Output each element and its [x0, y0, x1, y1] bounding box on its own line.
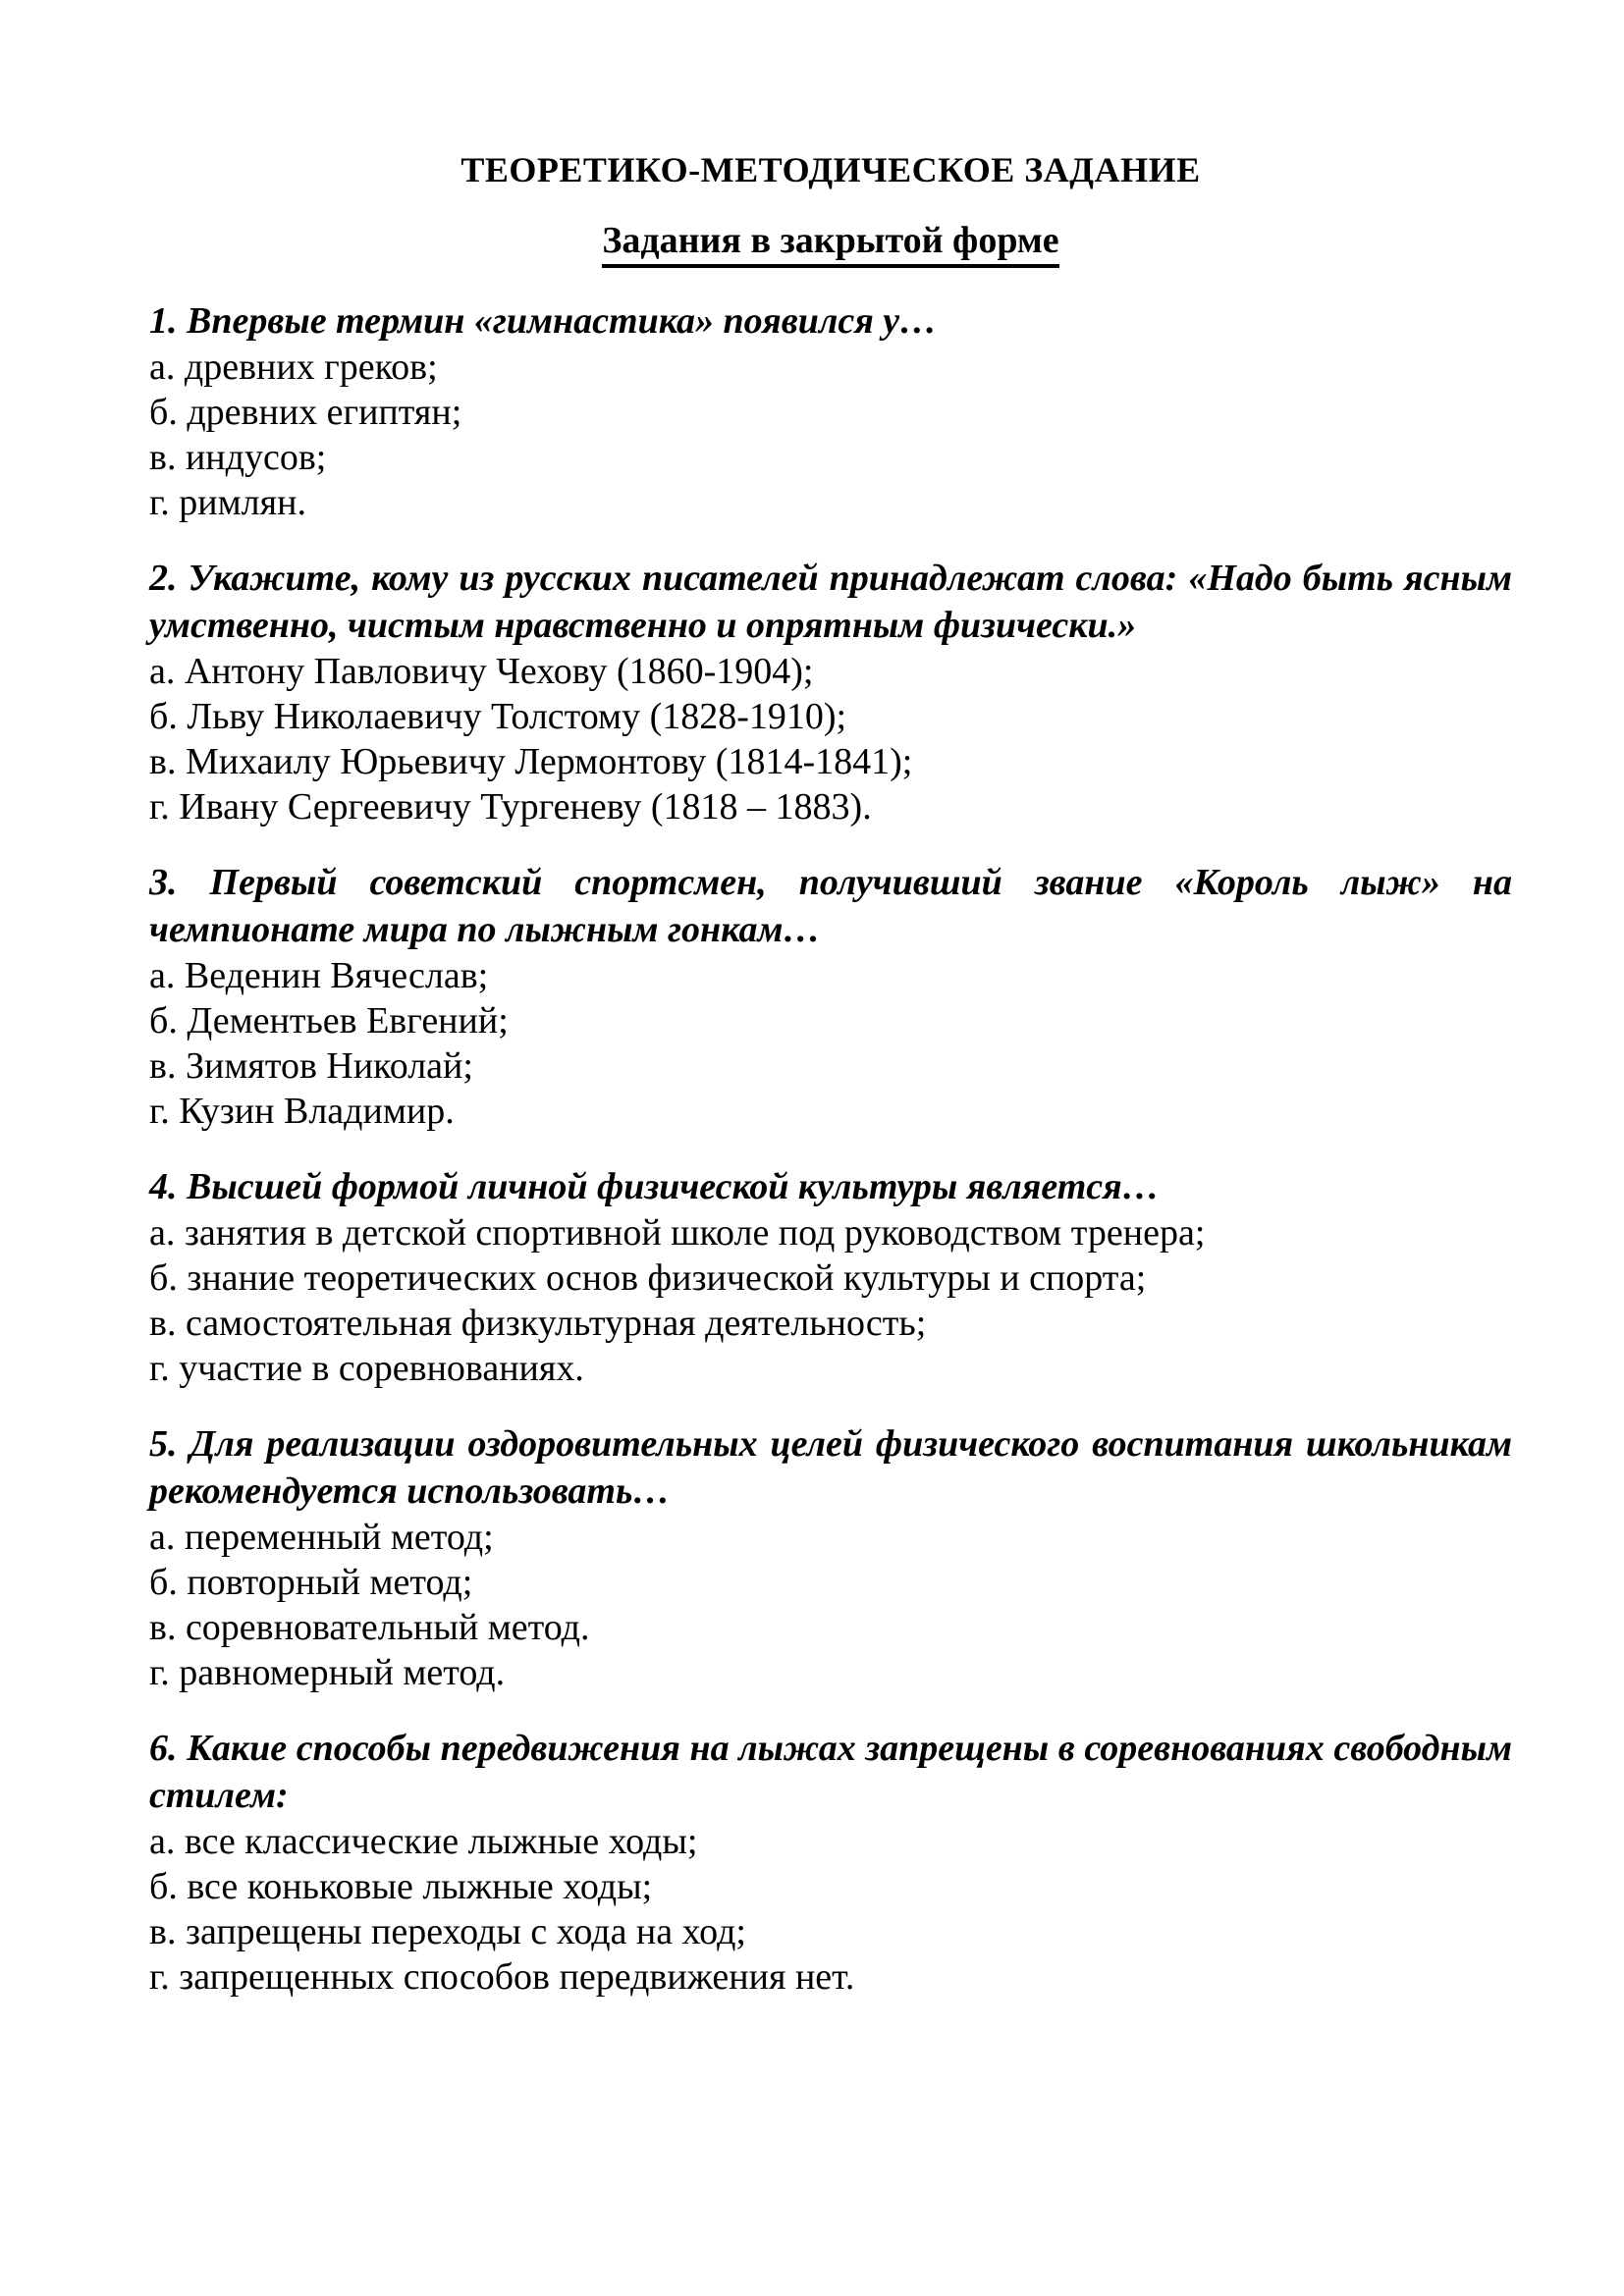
- question-2-option-a: а. Антону Павловичу Чехову (1860-1904);: [149, 651, 814, 692]
- question-5-option-g: г. равномерный метод.: [149, 1652, 506, 1693]
- question-2-option-b: б. Льву Николаевичу Толстому (1828-1910);: [149, 696, 847, 737]
- question-1-option-v: в. индусов;: [149, 437, 327, 478]
- question-1-option-b: б. древних египтян;: [149, 392, 462, 433]
- question-6-option-b: б. все коньковые лыжные ходы;: [149, 1866, 653, 1907]
- question-2-option-v: в. Михаилу Юрьевичу Лермонтову (1814-1841);: [149, 741, 913, 782]
- document-subtitle: [149, 218, 1512, 268]
- question-4-option-b: б. знание теоретических основ физической культуры и спорта;: [149, 1257, 1147, 1299]
- question-3-heading: 3. Первый советский спортсмен, получивший звание «Король лыж» на чемпионате мира по лыжным гонкам…: [149, 862, 1512, 950]
- question-block-3: [149, 859, 1512, 1134]
- question-3-option-g: г. Кузин Владимир.: [149, 1091, 455, 1132]
- question-5-option-b: б. повторный метод;: [149, 1562, 473, 1603]
- question-block-6: [149, 1725, 1512, 2000]
- question-block-5: [149, 1420, 1512, 1695]
- document-subtitle-text: Задания в закрытой форме: [602, 218, 1058, 268]
- question-1-heading: 1. Впервые термин «гимнастика» появился у…: [149, 300, 938, 342]
- question-4-heading: 4. Высшей формой личной физической культуры является…: [149, 1166, 1160, 1207]
- question-1-option-a: а. древних греков;: [149, 347, 438, 388]
- question-3-option-v: в. Зимятов Николай;: [149, 1045, 473, 1087]
- question-4-option-g: г. участие в соревнованиях.: [149, 1348, 584, 1389]
- question-2-option-g: г. Ивану Сергеевичу Тургеневу (1818 – 1883).: [149, 786, 872, 828]
- document-title: ТЕОРЕТИКО-МЕТОДИЧЕСКОЕ ЗАДАНИЕ: [460, 150, 1201, 189]
- question-4-option-v: в. самостоятельная физкультурная деятельность;: [149, 1303, 927, 1344]
- question-6-heading: 6. Какие способы передвижения на лыжах запрещены в соревнованиях свободным стилем:: [149, 1728, 1512, 1816]
- question-5-option-v: в. соревновательный метод.: [149, 1607, 590, 1648]
- question-6-option-g: г. запрещенных способов передвижения нет.: [149, 1956, 855, 1998]
- question-1-option-g: г. римлян.: [149, 482, 306, 523]
- question-4-option-a: а. занятия в детской спортивной школе под руководством тренера;: [149, 1212, 1206, 1254]
- question-5-heading: 5. Для реализации оздоровительных целей физического воспитания школьникам рекомендуется использовать…: [149, 1423, 1512, 1512]
- question-block-2: [149, 555, 1512, 829]
- question-block-1: [149, 297, 1512, 525]
- question-6-option-v: в. запрещены переходы с хода на ход;: [149, 1911, 746, 1952]
- question-block-4: [149, 1163, 1512, 1391]
- question-5-option-a: а. переменный метод;: [149, 1517, 494, 1558]
- question-2-heading: 2. Укажите, кому из русских писателей принадлежат слова: «Надо быть ясным умственно, чистым нравственно и опрятным физически.»: [149, 558, 1512, 646]
- question-3-option-a: а. Веденин Вячеслав;: [149, 955, 489, 996]
- question-6-option-a: а. все классические лыжные ходы;: [149, 1821, 698, 1862]
- question-3-option-b: б. Дементьев Евгений;: [149, 1000, 509, 1041]
